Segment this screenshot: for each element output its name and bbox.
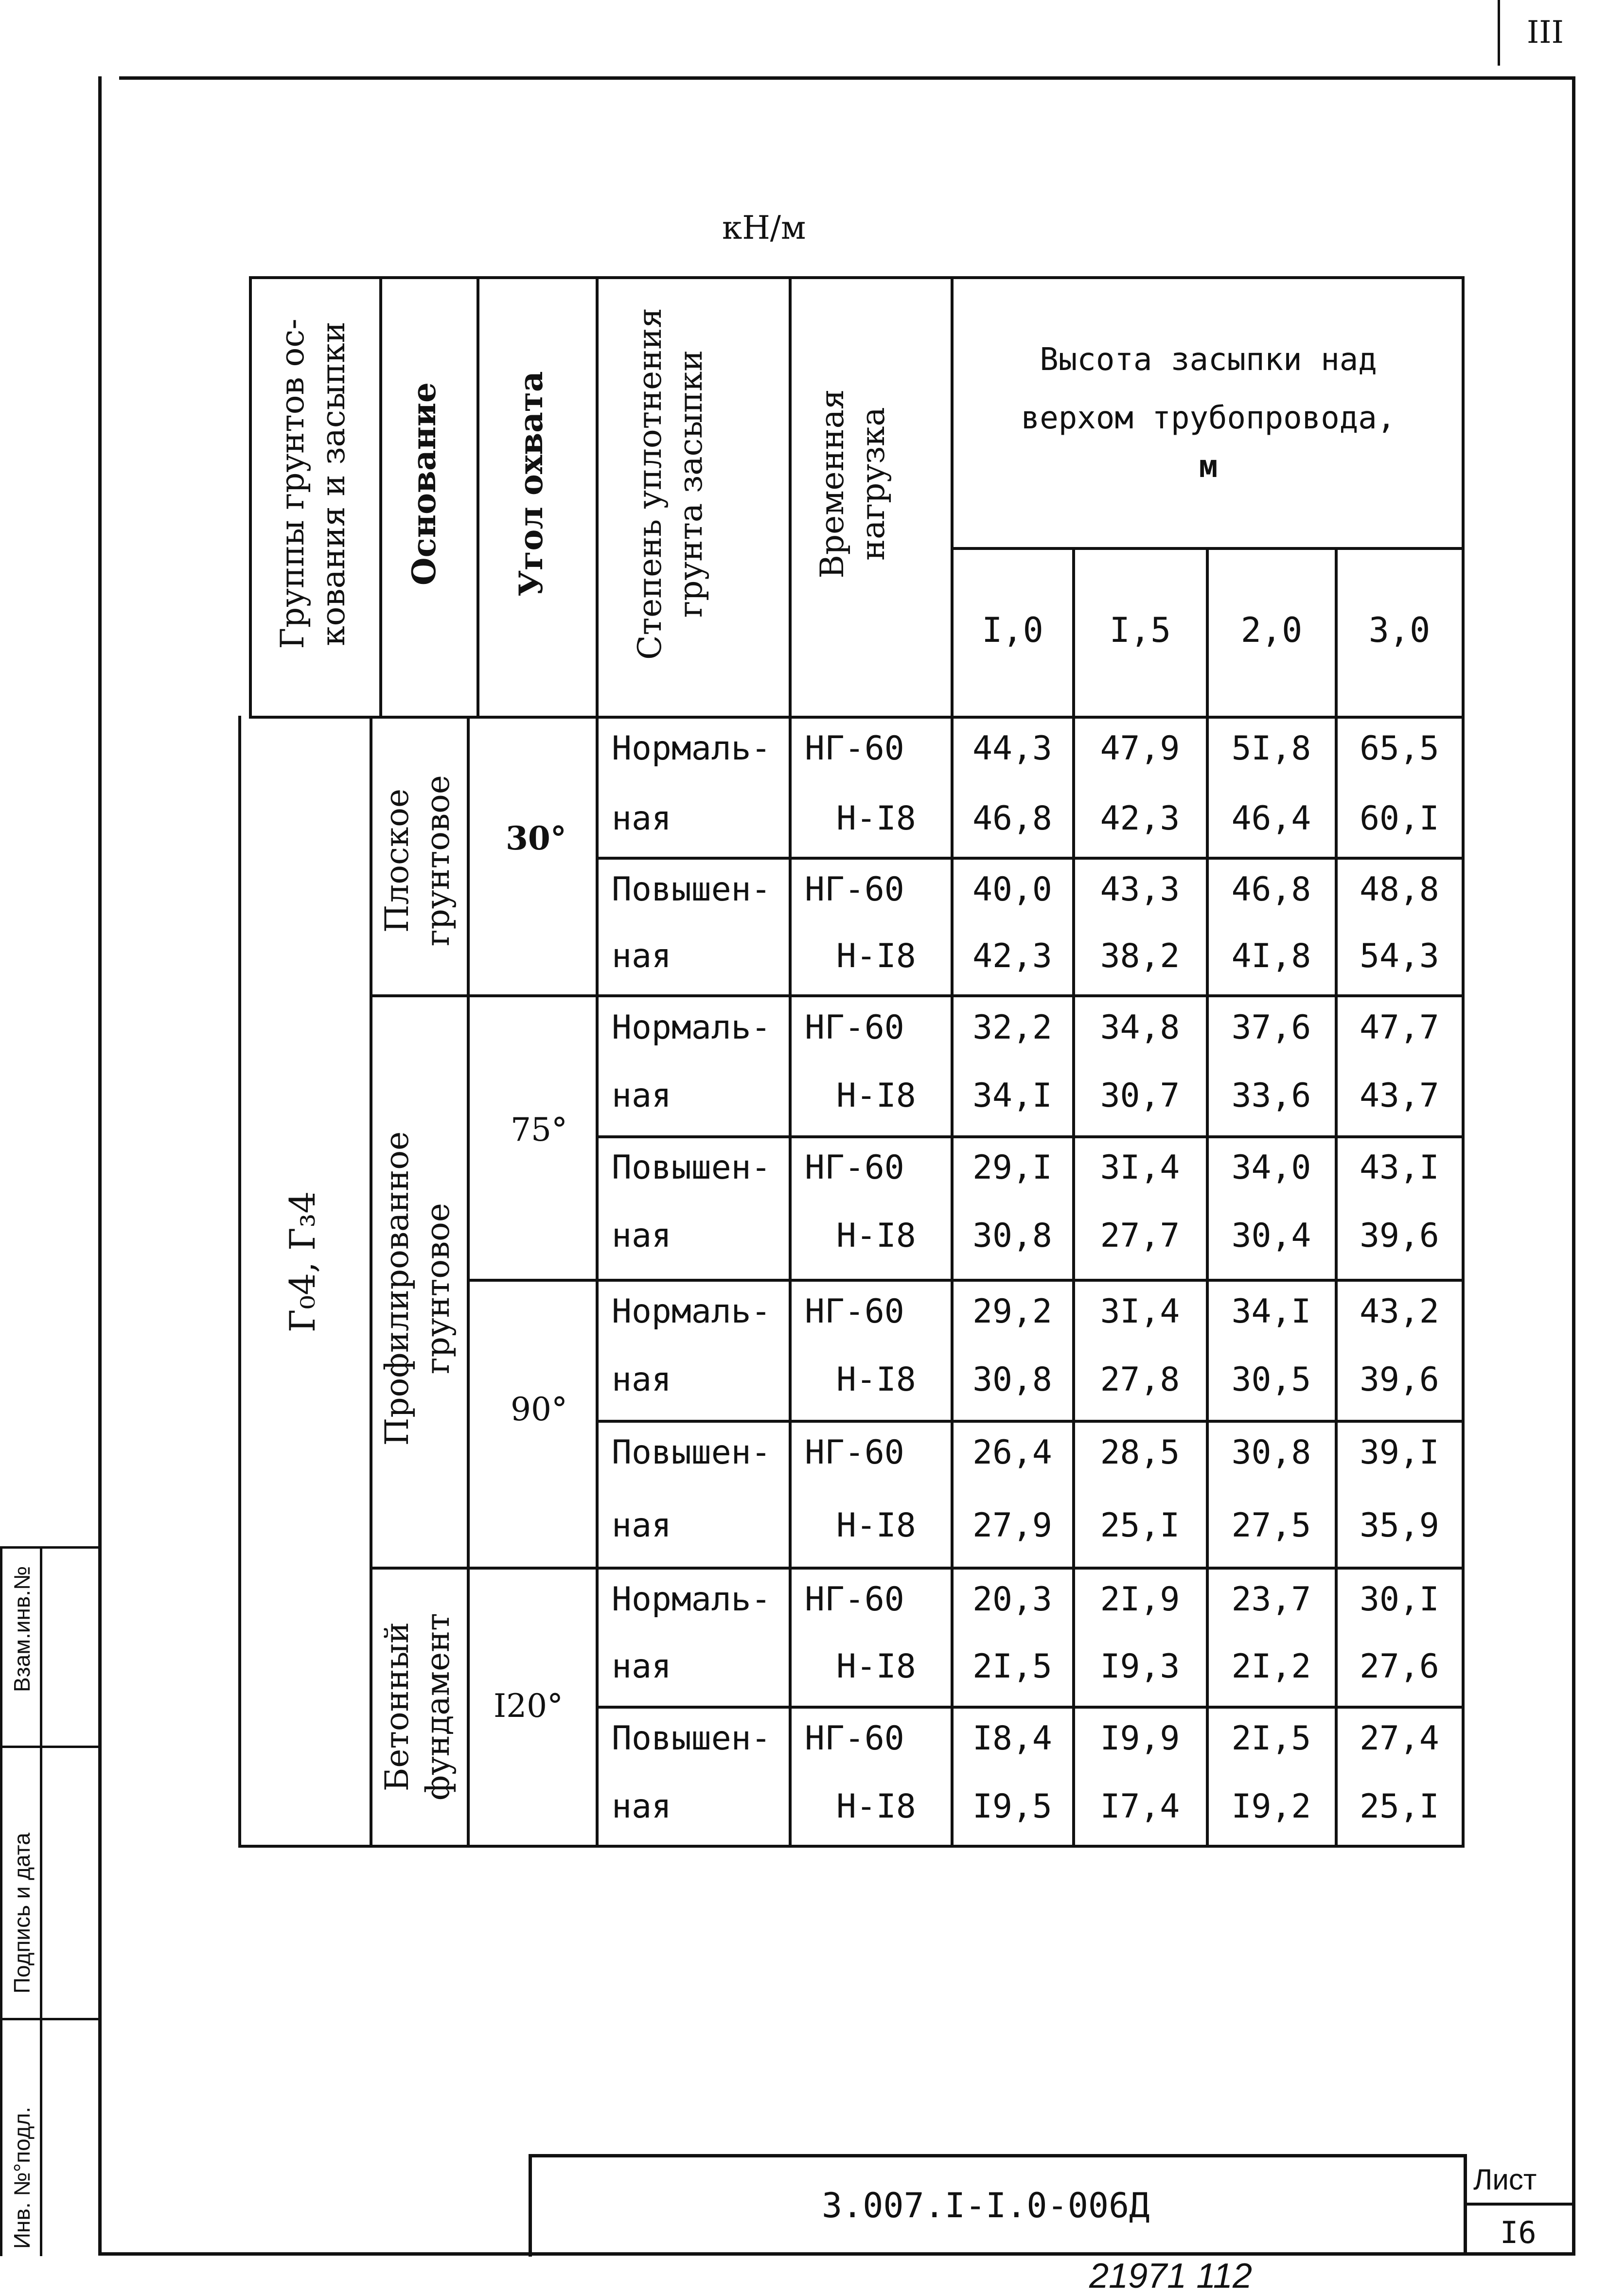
table-cell: 3I,4 [1100,1292,1180,1331]
header-angle [511,277,551,690]
table-cell: I7,4 [1100,1787,1180,1826]
header-height-line1: Высота засыпки над [1040,342,1377,378]
compaction-label: ная [612,799,671,838]
angle-30: 30° [506,819,566,857]
table-cell: 34,0 [1231,1148,1311,1187]
header-height [953,331,1464,486]
compaction-label: Нормаль- [612,729,771,768]
table-cell: 34,8 [1100,1008,1180,1047]
compaction-label: ная [612,1077,671,1115]
table-cell: 28,5 [1100,1433,1180,1472]
table-cell: 35,9 [1360,1506,1439,1545]
table-cell: 37,6 [1231,1008,1311,1047]
base-profiled [377,1041,459,1537]
header-load-line2: нагрузка [854,407,892,561]
load-label: Н-I8 [836,1787,916,1826]
stamp-sep-2 [0,2018,100,2020]
sheet-number: I6 [1500,2215,1537,2250]
stamp-mid-line [40,1546,42,2256]
sheet-label-divider [1464,2203,1572,2206]
table-cell: 42,3 [1100,799,1180,838]
angle-75: 75° [511,1111,567,1148]
base-flat-line2: грунтовое [419,775,457,946]
table-cell: 39,6 [1360,1360,1439,1399]
height-col-3: 2,0 [1240,610,1303,650]
compaction-label: ная [612,1787,671,1826]
compaction-label: ная [612,1360,671,1399]
table-cell: 30,5 [1231,1360,1311,1399]
angle-sep [467,1279,1465,1282]
load-label: Н-I8 [836,1506,916,1545]
frame-left-line [98,76,102,2256]
table-cell: 2I,9 [1100,1580,1180,1619]
table-cell: 27,7 [1100,1217,1180,1255]
compaction-label: ная [612,1506,671,1545]
table-bottom-border [238,1845,1465,1848]
table-cell: 2I,5 [972,1647,1052,1686]
header-angle-text: Угол охвата [512,371,550,597]
table-cell: 60,I [1360,799,1439,838]
table-cell: 25,I [1360,1787,1439,1826]
table-cell: 23,7 [1231,1580,1311,1619]
header-load-line1: Временная [813,389,851,579]
table-cell: 46,8 [1231,870,1311,909]
header-base [404,277,444,690]
units-label: кН/м [722,209,806,247]
table-cell: 38,2 [1100,937,1180,975]
table-cell: 43,2 [1360,1292,1439,1331]
height-col-4: 3,0 [1368,610,1431,650]
stamp-sep-1 [0,1746,100,1748]
compaction-label: Нормаль- [612,1292,771,1331]
header-compaction-line1: Степень уплотнения [631,308,669,660]
table-cell: 42,3 [972,937,1052,975]
load-label: НГ-60 [805,1008,904,1047]
frame-right-line [1572,76,1575,2256]
table-cell: 27,8 [1100,1360,1180,1399]
table-cell: I8,4 [972,1719,1052,1758]
table-cell: 3I,4 [1100,1148,1180,1187]
table-cell: 30,8 [972,1360,1052,1399]
col-line-4 [789,276,792,1848]
header-compaction-line2: грунта засыпки [672,350,709,618]
header-height-unit: м [1199,449,1218,485]
header-compaction [630,277,711,690]
table-right-border [1462,276,1465,1848]
col-line-2b [467,716,470,1848]
col-line-8 [1335,547,1338,1848]
col-line-2a [477,276,479,716]
col-line-6 [1072,547,1075,1848]
table-cell: 48,8 [1360,870,1439,909]
load-label: Н-I8 [836,1077,916,1115]
sheet-corner-number: III [1527,15,1564,51]
table-cell: 30,8 [1231,1433,1311,1472]
header-groups-line1: Группы грунтов ос- [274,318,311,649]
header-groups [272,277,354,690]
table-cell: 30,8 [972,1217,1052,1255]
table-cell: 25,I [1100,1506,1180,1545]
stamp-left-line [0,1546,2,2256]
load-label: Н-I8 [836,1647,916,1686]
stamp-top-line [0,1546,100,1549]
compaction-sep-4 [596,1706,1465,1709]
table-cell: 33,6 [1231,1077,1311,1115]
header-height-line2: верхом трубопровода, [1021,400,1396,436]
base-concrete-line1: Бетонный [378,1622,416,1792]
table-cell: 5I,8 [1231,729,1311,768]
col-line-0a [249,276,252,716]
table-cell: 29,2 [972,1292,1052,1331]
base-profiled-line2: грунтовое [419,1203,457,1374]
table-cell: 65,5 [1360,729,1439,768]
table-cell: 44,3 [972,729,1052,768]
height-col-2: I,5 [1109,610,1171,650]
col-line-1a [379,276,382,716]
table-cell: 27,6 [1360,1647,1439,1686]
col-line-5 [951,276,954,1848]
table-cell: 2I,5 [1231,1719,1311,1758]
col-line-0b [238,716,241,1848]
header-groups-line2: кования и засыпки [315,321,352,646]
compaction-label: ная [612,1647,671,1686]
load-label: Н-I8 [836,1360,916,1399]
compaction-label: Нормаль- [612,1008,771,1047]
header-base-text: Основание [405,382,443,585]
soil-group-label: Г₀4, Г₃4 [282,1191,323,1333]
table-cell: 34,I [972,1077,1052,1115]
table-cell: 27,4 [1360,1719,1439,1758]
table-cell: 40,0 [972,870,1052,909]
compaction-label: ная [612,937,671,975]
height-col-1: I,0 [982,610,1043,650]
base-concrete [377,1575,459,1838]
corner-divider [1498,0,1500,66]
compaction-label: Повышен- [612,1148,771,1187]
table-cell: 20,3 [972,1580,1052,1619]
stamp-vzam-inv: Взам.инв.№ [9,1566,35,1692]
table-cell: 43,I [1360,1148,1439,1187]
compaction-sep-1 [596,857,1465,860]
table-cell: 46,8 [972,799,1052,838]
col-line-1b [370,716,372,1848]
load-label: НГ-60 [805,1719,904,1758]
load-label: НГ-60 [805,1148,904,1187]
base-sep-3 [370,1567,1465,1570]
table-cell: 32,2 [972,1008,1052,1047]
load-label: НГ-60 [805,729,904,768]
base-flat [377,744,459,977]
table-cell: 30,4 [1231,1217,1311,1255]
table-cell: 26,4 [972,1433,1052,1472]
angle-120: I20° [494,1687,564,1725]
compaction-label: Повышен- [612,1433,771,1472]
load-label: Н-I8 [836,937,916,975]
compaction-label: Повышен- [612,870,771,909]
table-cell: 54,3 [1360,937,1439,975]
load-label: Н-I8 [836,799,916,838]
load-label: Н-I8 [836,1217,916,1255]
table-cell: I9,5 [972,1787,1052,1826]
frame-top-line [119,76,1575,80]
base-sep-1 [370,994,1465,997]
compaction-label: ная [612,1217,671,1255]
table-cell: 27,5 [1231,1506,1311,1545]
base-profiled-line1: Профилированное [378,1131,416,1446]
base-flat-line1: Плоское [378,788,416,933]
compaction-sep-3 [596,1420,1465,1423]
compaction-label: Повышен- [612,1719,771,1758]
table-cell: 39,6 [1360,1217,1439,1255]
header-load [812,277,894,690]
angle-90: 90° [511,1391,567,1428]
table-cell: I9,9 [1100,1719,1180,1758]
col-line-7 [1206,547,1209,1848]
load-label: НГ-60 [805,870,904,909]
header-bottom-border [249,716,1465,719]
table-cell: 47,9 [1100,729,1180,768]
table-cell: 4I,8 [1231,937,1311,975]
load-label: НГ-60 [805,1580,904,1619]
sheet-label: Лист [1473,2163,1537,2196]
compaction-label: Нормаль- [612,1580,771,1619]
table-cell: 43,3 [1100,870,1180,909]
compaction-sep-2 [596,1135,1465,1138]
document-code: 3.007.I-I.0-006Д [822,2186,1150,2225]
table-cell: 29,I [972,1148,1052,1187]
load-label: НГ-60 [805,1292,904,1331]
table-cell: 30,I [1360,1580,1439,1619]
table-cell: 46,4 [1231,799,1311,838]
base-concrete-line2: фундамент [419,1613,457,1801]
table-cell: 43,7 [1360,1077,1439,1115]
load-label: НГ-60 [805,1433,904,1472]
table-cell: 30,7 [1100,1077,1180,1115]
col-line-3 [596,276,599,1848]
table-cell: I9,2 [1231,1787,1311,1826]
table-cell: I9,3 [1100,1647,1180,1686]
table-cell: 39,I [1360,1433,1439,1472]
table-cell: 2I,2 [1231,1647,1311,1686]
table-cell: 47,7 [1360,1008,1439,1047]
stamp-inv-orig: Инв. №°подл. [9,2106,35,2249]
table-cell: 34,I [1231,1292,1311,1331]
table-cell: 27,9 [972,1506,1052,1545]
stamp-sign-date: Подпись и дата [9,1833,35,1994]
inventory-numbers: 21971 112 [1089,2257,1253,2296]
